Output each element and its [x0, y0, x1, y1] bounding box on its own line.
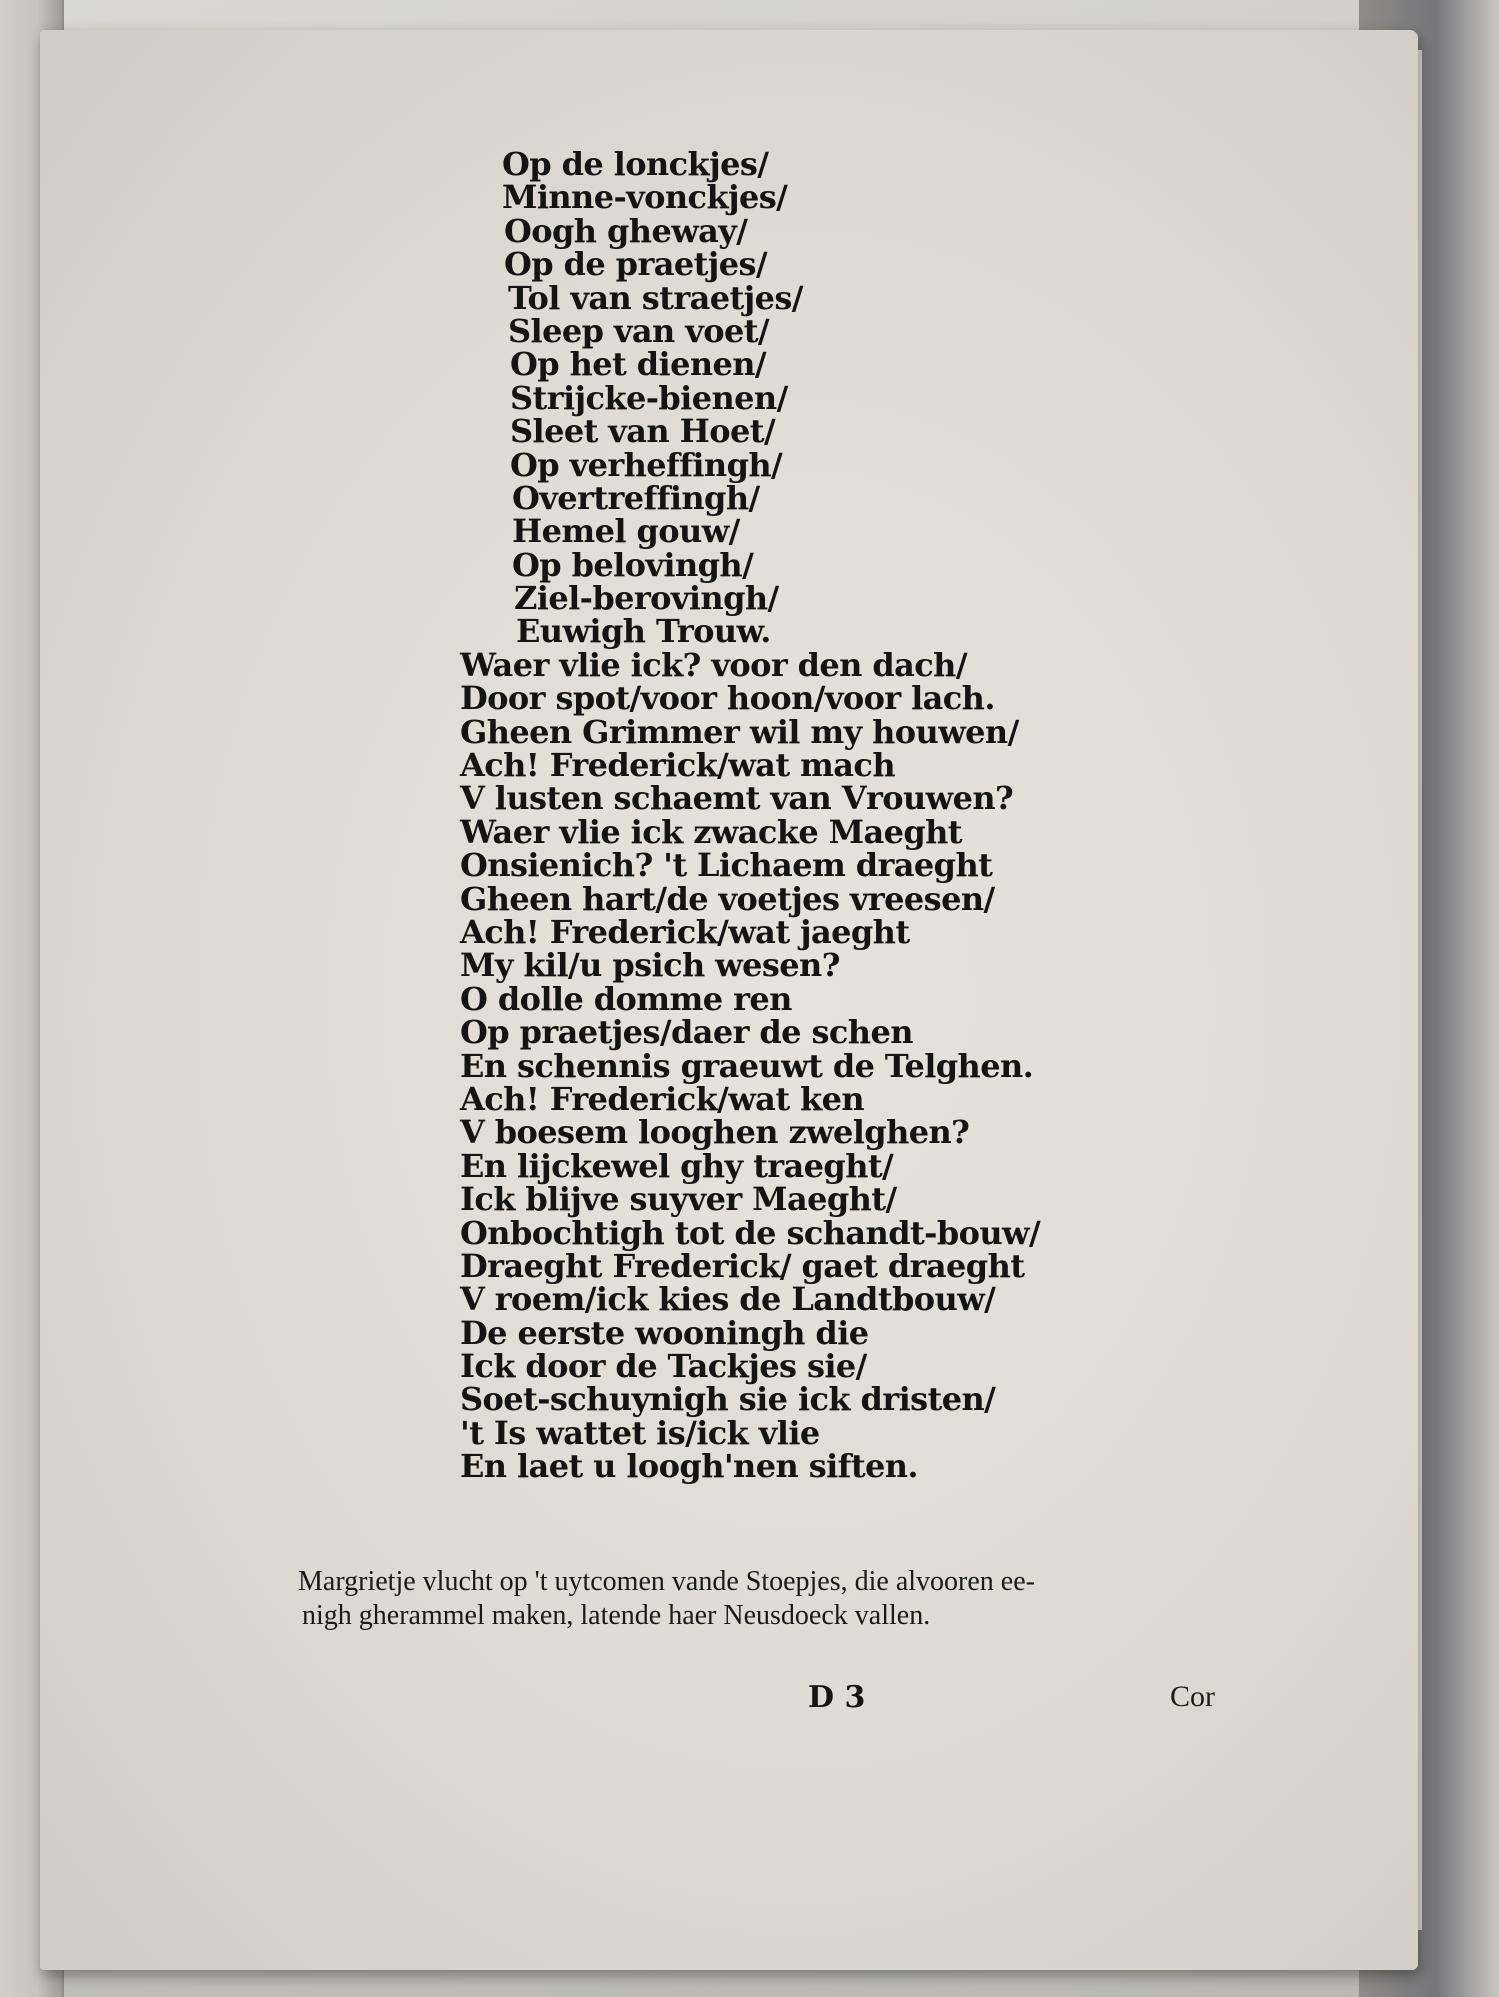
poem-line: Sleep van voet/ [508, 311, 770, 350]
book-page [40, 30, 1418, 1970]
poem-line: Op het dienen/ [510, 345, 767, 384]
poem-line: Sleet van Hoet/ [510, 412, 776, 451]
signature-mark: D 3 [808, 1680, 866, 1715]
stage-direction-line: nigh gherammel maken, latende haer Neusdoeck vallen. [302, 1600, 931, 1631]
poem-line: Gheen hart/de voetjes vreesen/ [460, 879, 995, 918]
poem-line: Op belovingh/ [512, 545, 754, 584]
poem-line: V roem/ick kies de Landtbouw/ [460, 1280, 996, 1319]
poem-line: Op praetjes/daer de schen [460, 1013, 913, 1052]
poem-line: Hemel gouw/ [512, 512, 740, 551]
poem-line: En laet u loogh'nen siften. [460, 1447, 918, 1486]
poem-line: Waer vlie ick zwacke Maeght [460, 812, 962, 851]
poem-line: Oogh gheway/ [504, 211, 748, 250]
poem-block [460, 145, 1100, 1486]
poem-line: Op verheffingh/ [510, 445, 783, 484]
poem-line: Onbochtigh tot de schandt-bouw/ [460, 1213, 1041, 1252]
poem-line: Ick door de Tackjes sie/ [460, 1347, 867, 1386]
poem-line: Ach! Frederick/wat mach [460, 746, 895, 785]
poem-line: 't Is wattet is/ick vlie [460, 1413, 820, 1452]
poem-line: En schennis graeuwt de Telghen. [460, 1046, 1034, 1085]
poem-line: V boesem looghen zwelghen? [460, 1113, 970, 1152]
stage-direction-line: Margrietje vlucht op 't uytcomen vande Stoepjes, die alvooren ee- [298, 1566, 1035, 1597]
poem-line: Op de praetjes/ [504, 245, 768, 284]
poem-line: My kil/u psich wesen? [460, 946, 840, 985]
poem-line: Ach! Frederick/wat ken [460, 1079, 865, 1118]
poem-line: Soet-schuynigh sie ick dristen/ [460, 1380, 996, 1419]
poem-line: Op de lonckjes/ [502, 145, 769, 183]
poem-line: O dolle domme ren [460, 979, 792, 1018]
stage-direction [298, 1565, 1248, 1633]
poem-line: Minne-vonckjes/ [502, 178, 788, 217]
poem-line: Waer vlie ick? voor den dach/ [460, 645, 967, 684]
poem-line: Strijcke-bienen/ [510, 378, 788, 417]
poem-line: De eerste wooningh die [460, 1313, 869, 1352]
poem-line: Ick blijve suyver Maeght/ [460, 1180, 897, 1219]
poem-line: Ach! Frederick/wat jaeght [460, 912, 910, 951]
poem-line: V lusten schaemt van Vrouwen? [460, 779, 1014, 818]
poem-line: Overtreffingh/ [512, 478, 760, 517]
catchword: Cor [1170, 1680, 1215, 1713]
poem-line: Tol van straetjes/ [508, 278, 803, 317]
poem-line: Draeght Frederick/ gaet draeght [460, 1246, 1025, 1285]
poem-line: Ziel-berovingh/ [514, 579, 779, 618]
poem-line: En lijckewel ghy traeght/ [460, 1146, 894, 1185]
poem-line: Gheen Grimmer wil my houwen/ [460, 712, 1019, 751]
poem-line: Euwigh Trouw. [516, 612, 771, 651]
poem-line: Onsienich? 't Lichaem draeght [460, 846, 993, 885]
poem-line: Door spot/voor hoon/voor lach. [460, 679, 995, 718]
